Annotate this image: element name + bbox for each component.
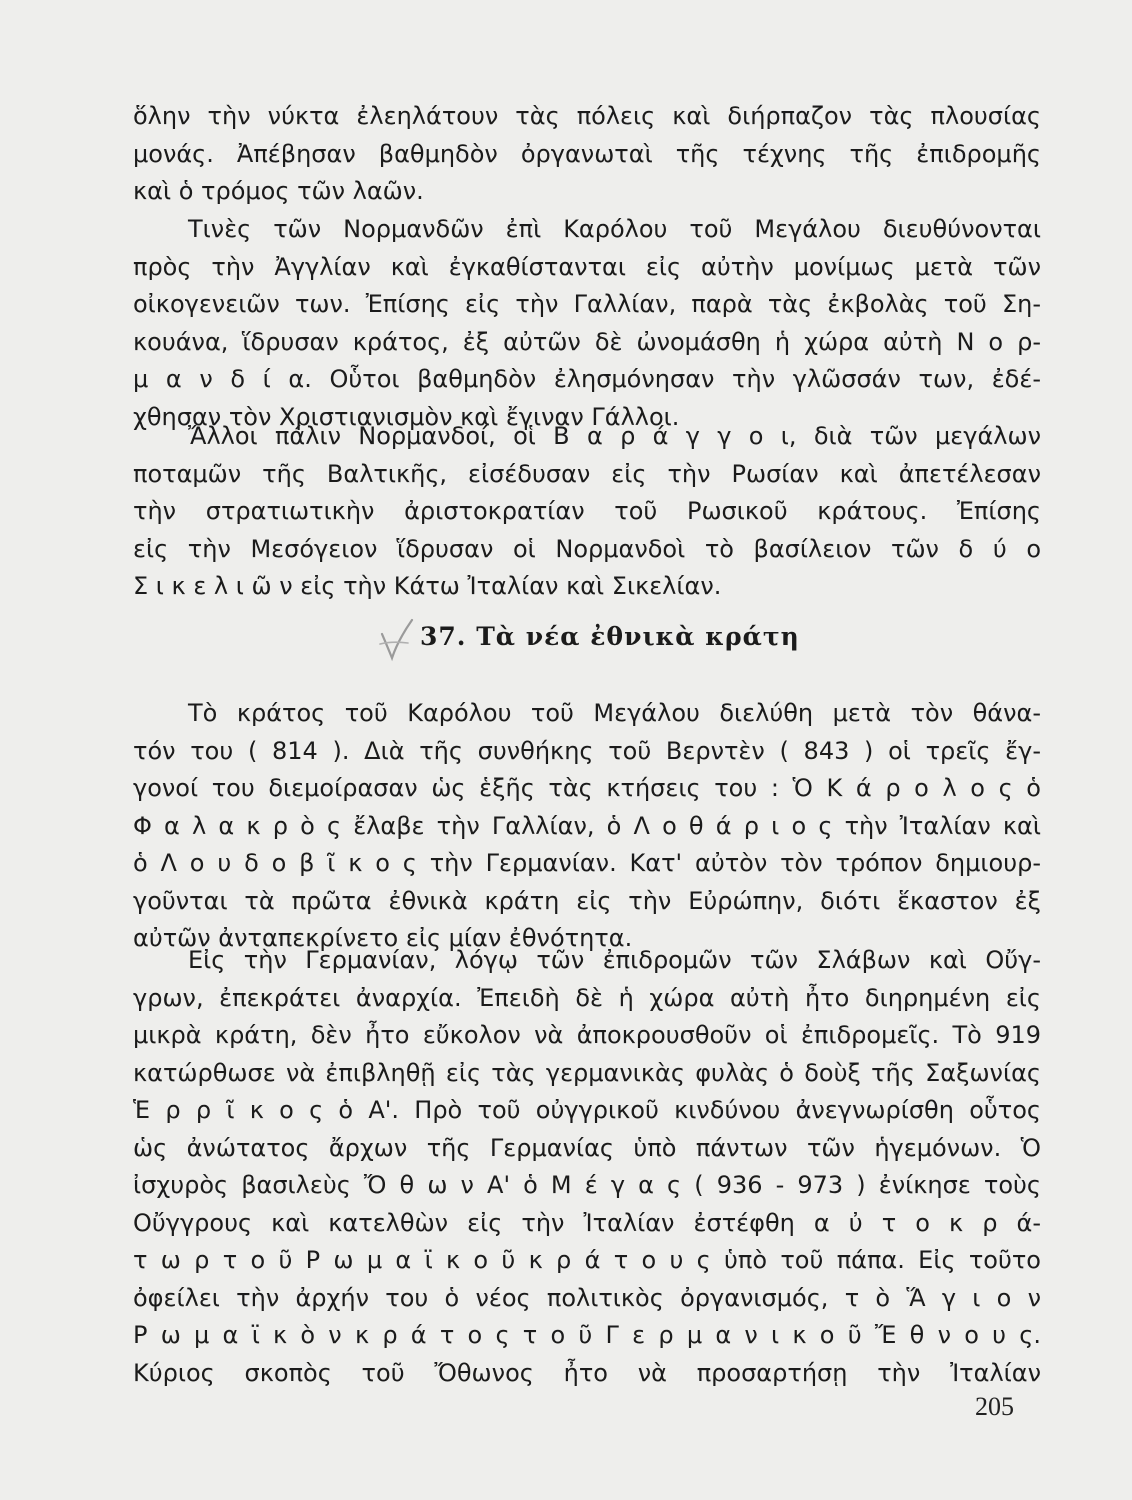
text-line: ποταμῶν τῆς Βαλτικῆς, εἰσέδυσαν εἰς τὴν Ρωσίαν καὶ ἀπετέλεσαν [133, 459, 1041, 488]
paragraph-continuation [133, 98, 1041, 211]
page-number: 205 [975, 1392, 1014, 1421]
section-title: 37. Τὰ νέα ἐθνικὰ κράτη [420, 622, 800, 651]
text-line: ἰσχυρὸς βασιλεὺς Ὄ θ ω ν Α' ὁ Μ έ γ α ς ( 936 - 973 ) ἐνίκησε τοὺς [133, 1171, 1041, 1199]
text-line: ὁ Λ ο υ δ ο β ῖ κ ο ς τὴν Γερμανίαν. Κατ' αὐτὸν τὸν τρόπον δημιουρ- [133, 849, 1041, 877]
text-line: Σ ι κ ε λ ι ῶ ν εἰς τὴν Κάτω Ἰταλίαν καὶ Σικελίαν. [133, 572, 722, 600]
text-line: μικρὰ κράτη, δὲν ἦτο εὔκολον νὰ ἀποκρουσθοῦν οἱ ἐπιδρομεῖς. Τὸ 919 [133, 1021, 1041, 1049]
text-line: πρὸς τὴν Ἀγγλίαν καὶ ἐγκαθίστανται εἰς αὐτὴν μονίμως μετὰ τῶν [133, 252, 1041, 281]
text-line: γρων, ἐπεκράτει ἀναρχία. Ἐπειδὴ δὲ ἡ χώρα αὐτὴ ἦτο διηρημένη εἰς [133, 983, 1041, 1012]
pencil-checkmark-icon [378, 614, 426, 664]
text-line: Εἰς τὴν Γερμανίαν, λόγῳ τῶν ἐπιδρομῶν τῶν Σλάβων καὶ Οὔγ- [188, 946, 1041, 974]
text-line: Τὸ κράτος τοῦ Καρόλου τοῦ Μεγάλου διελύθη μετὰ τὸν θάνα- [188, 699, 1041, 727]
paragraph-germany [133, 942, 1041, 1392]
text-line: αὐτῶν ἀνταπεκρίνετο εἰς μίαν ἐθνότητα. [133, 924, 633, 952]
text-line: οἰκογενειῶν των. Ἐπίσης εἰς τὴν Γαλλίαν, παρὰ τὰς ἐκβολὰς τοῦ Ση- [133, 290, 1041, 318]
paragraph-varangians [133, 418, 1041, 606]
text-line: Ἑ ρ ρ ῖ κ ο ς ὁ Α'. Πρὸ τοῦ οὐγγρικοῦ κινδύνου ἀνεγνωρίσθη οὗτος [133, 1096, 1041, 1124]
text-line: τ ω ρ τ ο ῦ Ρ ω μ α ϊ κ ο ῦ κ ρ ά τ ο υ ς ὑπὸ τοῦ πάπα. Εἰς τοῦτο [133, 1246, 1041, 1274]
text-line: Ρ ω μ α ϊ κ ὸ ν κ ρ ά τ ο ς τ ο ῦ Γ ε ρ μ α ν ι κ ο ῦ Ἔ θ ν ο υ ς. [133, 1321, 1041, 1349]
text-line: γοῦνται τὰ πρῶτα ἐθνικὰ κράτη εἰς τὴν Εὐρώπην, διότι ἕκαστον ἐξ [133, 886, 1041, 915]
text-line: Οὔγγρους καὶ κατελθὼν εἰς τὴν Ἰταλίαν ἐστέφθη α ὐ τ ο κ ρ ά- [133, 1208, 1041, 1237]
text-line: ὀφείλει τὴν ἀρχήν του ὁ νέος πολιτικὸς ὀργανισμός, τ ὸ Ἅ γ ι ο ν [133, 1283, 1041, 1312]
section-heading [380, 622, 900, 651]
text-line: τόν του ( 814 ). Διὰ τῆς συνθήκης τοῦ Βερντὲν ( 843 ) οἱ τρεῖς ἔγ- [133, 736, 1041, 765]
paragraph-national-states [133, 695, 1041, 958]
text-line: κατώρθωσε νὰ ἐπιβληθῇ εἰς τὰς γερμανικὰς φυλὰς ὁ δοὺξ τῆς Σαξωνίας [133, 1058, 1041, 1087]
text-line: Ἄλλοι πάλιν Νορμανδοί, οἱ Β α ρ ά γ γ ο ι, διὰ τῶν μεγάλων [188, 422, 1041, 450]
text-line: Τινὲς τῶν Νορμανδῶν ἐπὶ Καρόλου τοῦ Μεγάλου διευθύνονται [188, 215, 1041, 243]
text-line: γονοί του διεμοίρασαν ὡς ἑξῆς τὰς κτήσεις του : Ὁ Κ ά ρ ο λ ο ς ὁ [133, 774, 1041, 802]
text-line: τὴν στρατιωτικὴν ἀριστοκρατίαν τοῦ Ρωσικοῦ κράτους. Ἐπίσης [133, 497, 1041, 525]
paragraph-normans-england-france [133, 211, 1041, 436]
text-line: κουάνα, ἵδρυσαν κράτος, ἐξ αὐτῶν δὲ ὠνομάσθη ἡ χώρα αὐτὴ Ν ο ρ- [133, 327, 1041, 356]
text-line: μονάς. Ἀπέβησαν βαθμηδὸν ὀργανωταὶ τῆς τέχνης τῆς ἐπιδρομῆς [133, 139, 1041, 168]
text-line: ὅλην τὴν νύκτα ἐλεηλάτουν τὰς πόλεις καὶ διήρπαζον τὰς πλουσίας [133, 102, 1041, 130]
text-line: Φ α λ α κ ρ ὸ ς ἔλαβε τὴν Γαλλίαν, ὁ Λ ο θ ά ρ ι ο ς τὴν Ἰταλίαν καὶ [133, 811, 1041, 840]
text-line: εἰς τὴν Μεσόγειον ἵδρυσαν οἱ Νορμανδοὶ τὸ βασίλειον τῶν δ ύ ο [133, 534, 1041, 563]
text-line: χθησαν τὸν Χριστιανισμὸν καὶ ἔγιναν Γάλλοι. [133, 402, 680, 431]
text-line: ὡς ἀνώτατος ἄρχων τῆς Γερμανίας ὑπὸ πάντων τῶν ἡγεμόνων. Ὁ [133, 1133, 1041, 1162]
text-line: καὶ ὁ τρόμος τῶν λαῶν. [133, 177, 424, 205]
text-line: Κύριος σκοπὸς τοῦ Ὄθωνος ἦτο νὰ προσαρτήσῃ τὴν Ἰταλίαν [133, 1358, 1041, 1387]
text-line: μ α ν δ ί α. Οὗτοι βαθμηδὸν ἐλησμόνησαν τὴν γλῶσσάν των, ἐδέ- [133, 365, 1041, 393]
